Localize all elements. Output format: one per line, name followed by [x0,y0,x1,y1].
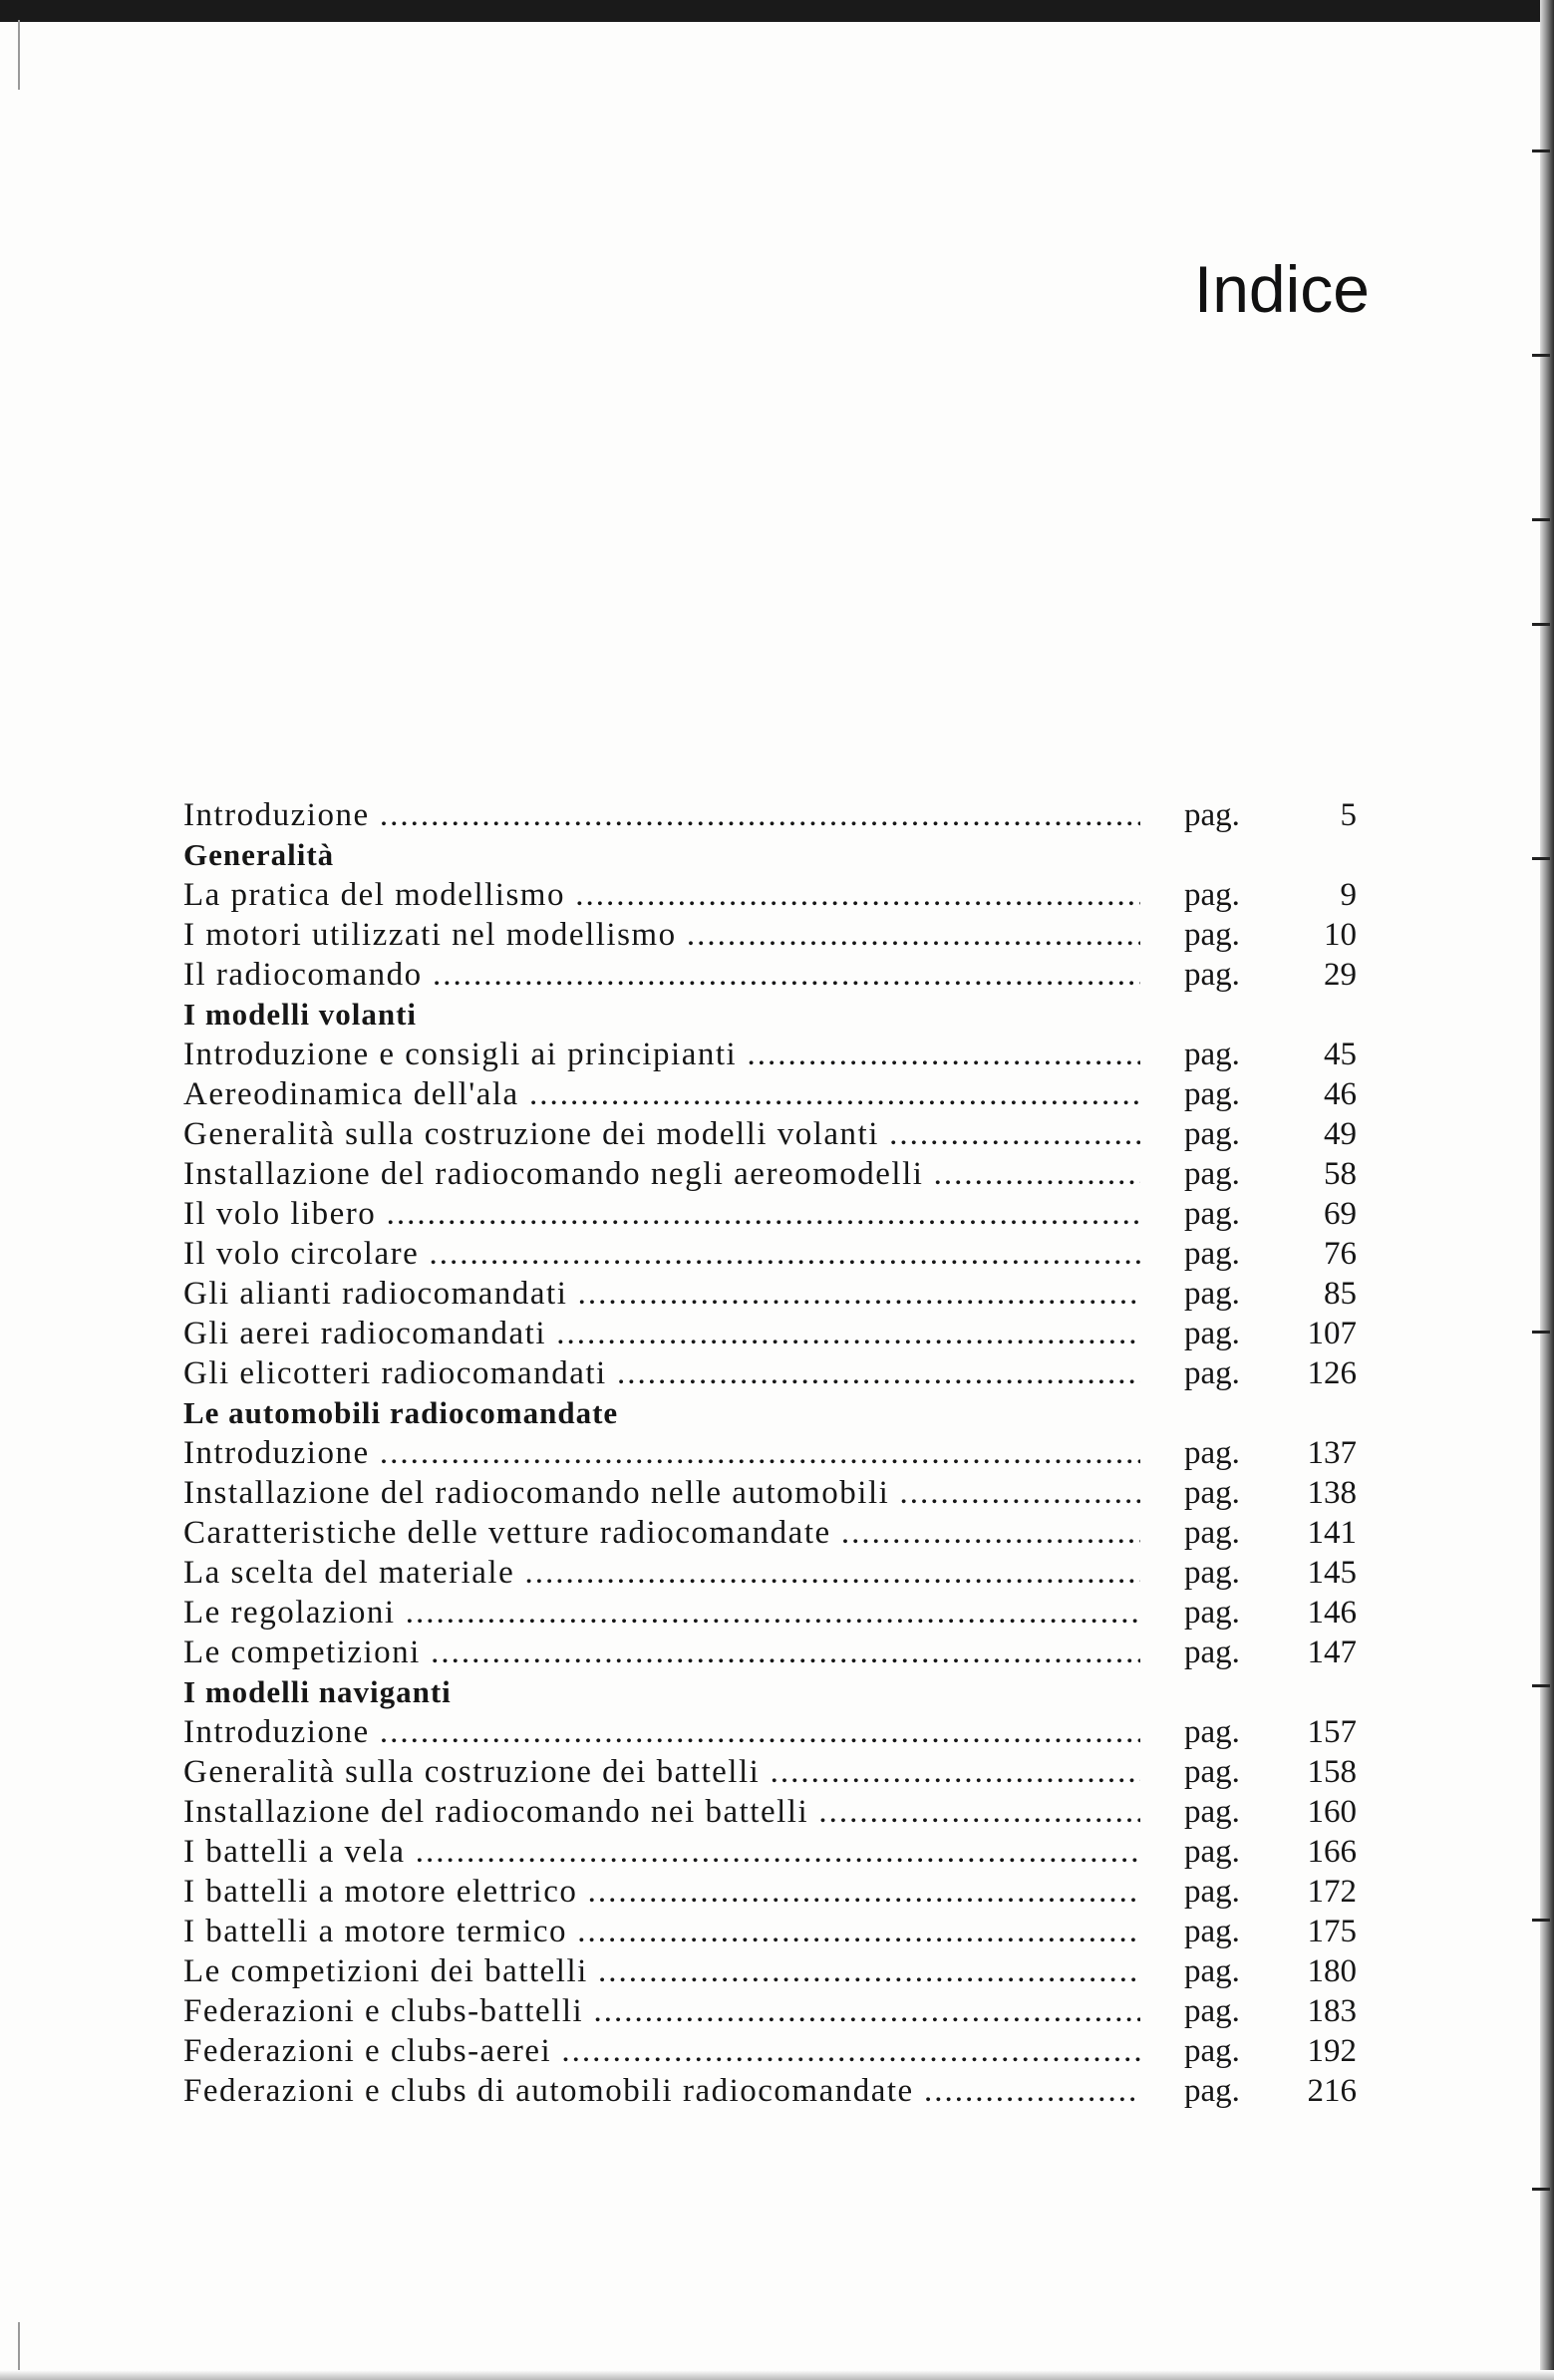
toc-entry-title: Introduzione ..... [183,795,1140,835]
toc-entry [183,1633,1363,1672]
toc-entry-title: Gli elicotteri radiocomandati ..... [183,1353,1140,1393]
toc-page-number: 85 [1324,1276,1357,1312]
toc-entry [183,2071,1363,2111]
toc-entry [183,1991,1363,2031]
toc-pag-label: pag. [1184,1754,1240,1790]
toc-entry [183,795,1363,835]
toc-entry [183,1274,1363,1314]
toc-pag-label: pag. [1184,1076,1240,1112]
toc-entry-title: Generalità sulla costruzione dei modelli volanti ..... [183,1114,1140,1154]
toc-entry [183,1114,1363,1154]
toc-page-number: 192 [1307,2033,1357,2069]
toc-entry-title: La pratica del modellismo ..... [183,875,1140,915]
toc-pag-label: pag. [1184,1156,1240,1192]
toc-entry [183,1513,1363,1553]
toc-entry-title: I battelli a vela ..... [183,1832,1140,1872]
toc-pag-label: pag. [1184,1475,1240,1511]
toc-entry-title: Gli aerei radiocomandati ..... [183,1314,1140,1353]
toc-entry-title: Federazioni e clubs di automobili radiocomandate ..... [183,2071,1140,2111]
toc-entry-title: Il volo libero ..... [183,1194,1140,1234]
toc-entry-title: Introduzione ..... [183,1712,1140,1752]
toc-pag-label: pag. [1184,1196,1240,1232]
toc-page-number: 157 [1307,1714,1357,1750]
toc-page-number: 137 [1307,1435,1357,1471]
toc-entry-title: Le competizioni dei battelli ..... [183,1951,1140,1991]
scan-right-edge [1540,0,1554,2380]
toc-page-number: 49 [1324,1116,1357,1152]
scan-top-border [0,0,1554,22]
toc-pag-label: pag. [1184,1914,1240,1949]
toc-pag-label: pag. [1184,1435,1240,1471]
edge-mark [1532,518,1550,521]
toc-pag-label: pag. [1184,1316,1240,1351]
edge-mark [1532,2188,1550,2191]
toc-entry-title: Introduzione ..... [183,1433,1140,1473]
toc-pag-label: pag. [1184,1714,1240,1750]
toc-entry-title: Le regolazioni ..... [183,1593,1140,1633]
toc-entry-title: I battelli a motore elettrico ..... [183,1872,1140,1912]
toc-entry [183,1035,1363,1074]
toc-page-number: 138 [1307,1475,1357,1511]
toc-entry [183,1234,1363,1274]
toc-entry-title: Aereodinamica dell'ala ..... [183,1074,1140,1114]
toc-entry [183,1792,1363,1832]
toc-page-number: 166 [1307,1834,1357,1870]
toc-pag-label: pag. [1184,1037,1240,1072]
toc-page-number: 147 [1307,1635,1357,1670]
toc-pag-label: pag. [1184,1834,1240,1870]
page-title: Indice [1193,252,1370,326]
toc-pag-label: pag. [1184,957,1240,993]
toc-pag-label: pag. [1184,1953,1240,1989]
toc-page-number: 175 [1307,1914,1357,1949]
edge-mark [18,2322,20,2372]
toc-pag-label: pag. [1184,2033,1240,2069]
toc-entry [183,1553,1363,1593]
toc-entry [183,1154,1363,1194]
edge-mark [1532,1331,1550,1334]
toc-entry [183,1473,1363,1513]
toc-pag-label: pag. [1184,797,1240,833]
toc-pag-label: pag. [1184,1276,1240,1312]
toc-pag-label: pag. [1184,877,1240,913]
toc-entry-title: Generalità sulla costruzione dei battelli ..... [183,1752,1140,1792]
toc-page-number: 29 [1324,957,1357,993]
toc-entry-title: Il radiocomando ..... [183,955,1140,995]
toc-page-number: 180 [1307,1953,1357,1989]
toc-entry-title: Installazione del radiocomando negli aereomodelli ..... [183,1154,1140,1194]
toc-page-number: 10 [1324,917,1357,953]
table-of-contents [183,795,1363,2111]
toc-pag-label: pag. [1184,2073,1240,2109]
toc-entry [183,1433,1363,1473]
toc-entry-title: Gli alianti radiocomandati ..... [183,1274,1140,1314]
toc-entry [183,1314,1363,1353]
toc-entry [183,875,1363,915]
toc-page-number: 172 [1307,1874,1357,1910]
toc-pag-label: pag. [1184,1874,1240,1910]
toc-pag-label: pag. [1184,1515,1240,1551]
edge-mark [1532,623,1550,626]
toc-entry [183,1593,1363,1633]
toc-pag-label: pag. [1184,917,1240,953]
toc-section-heading: Generalità [183,837,335,872]
edge-mark [1532,149,1550,152]
toc-page-number: 216 [1307,2073,1357,2109]
toc-page-number: 76 [1324,1236,1357,1272]
toc-pag-label: pag. [1184,1635,1240,1670]
toc-section-heading: I modelli volanti [183,997,418,1032]
toc-entry [183,2031,1363,2071]
toc-entry [183,915,1363,955]
toc-entry [183,1353,1363,1393]
toc-entry [183,1712,1363,1752]
toc-page-number: 141 [1307,1515,1357,1551]
toc-page-number: 160 [1307,1794,1357,1830]
toc-entry-title: Installazione del radiocomando nelle automobili ..... [183,1473,1140,1513]
toc-entry [183,1951,1363,1991]
toc-pag-label: pag. [1184,1355,1240,1391]
toc-entry-title: Il volo circolare ..... [183,1234,1140,1274]
toc-page-number: 126 [1307,1355,1357,1391]
edge-mark [1532,354,1550,357]
toc-page-number: 158 [1307,1754,1357,1790]
toc-section-heading: Le automobili radiocomandate [183,1395,619,1430]
toc-entry-title: Federazioni e clubs-aerei ..... [183,2031,1140,2071]
toc-entry [183,955,1363,995]
toc-page-number: 145 [1307,1555,1357,1591]
toc-pag-label: pag. [1184,1794,1240,1830]
toc-entry-title: Federazioni e clubs-battelli ..... [183,1991,1140,2031]
toc-entry-title: La scelta del materiale ..... [183,1553,1140,1593]
toc-page-number: 46 [1324,1076,1357,1112]
toc-entry-title: Introduzione e consigli ai principianti ..... [183,1035,1140,1074]
toc-pag-label: pag. [1184,1555,1240,1591]
toc-page-number: 58 [1324,1156,1357,1192]
toc-page-number: 146 [1307,1595,1357,1631]
edge-mark [1532,1919,1550,1922]
toc-page-number: 5 [1340,797,1357,833]
toc-pag-label: pag. [1184,1595,1240,1631]
toc-page-number: 183 [1307,1993,1357,2029]
toc-entry [183,1194,1363,1234]
toc-section-heading: I modelli naviganti [183,1674,452,1709]
edge-mark [1532,857,1550,860]
toc-entry-title: Caratteristiche delle vetture radiocomandate ..... [183,1513,1140,1553]
edge-mark [18,20,20,90]
toc-page-number: 9 [1340,877,1357,913]
toc-pag-label: pag. [1184,1116,1240,1152]
edge-mark [1532,1684,1550,1687]
toc-entry-title: I motori utilizzati nel modellismo ..... [183,915,1140,955]
toc-entry-title: Installazione del radiocomando nei battelli ..... [183,1792,1140,1832]
toc-page-number: 69 [1324,1196,1357,1232]
toc-entry [183,1872,1363,1912]
toc-pag-label: pag. [1184,1236,1240,1272]
toc-page-number: 107 [1307,1316,1357,1351]
toc-entry [183,1074,1363,1114]
toc-entry-title: Le competizioni ..... [183,1633,1140,1672]
toc-entry-title: I battelli a motore termico ..... [183,1912,1140,1951]
toc-entry [183,1752,1363,1792]
scan-bottom-edge [0,2370,1554,2380]
toc-pag-label: pag. [1184,1993,1240,2029]
toc-entry [183,1912,1363,1951]
toc-entry [183,1832,1363,1872]
toc-page-number: 45 [1324,1037,1357,1072]
